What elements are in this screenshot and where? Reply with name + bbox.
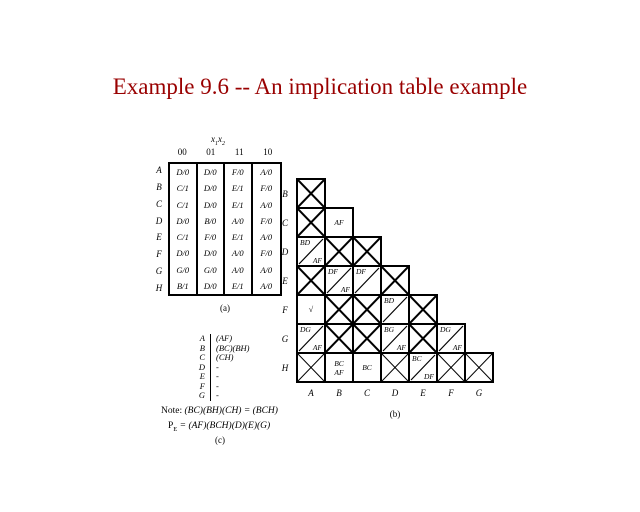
state-table-cell-C-01: D/0 (198, 197, 226, 213)
pair-list-pairs-D: - (210, 363, 290, 373)
implied-pair-label: AF (312, 255, 322, 265)
cross-icon (354, 325, 380, 352)
state-table-row-labels (152, 162, 166, 296)
state-table-col-header: 11 (234, 147, 244, 157)
state-table-cell-A-00: D/0 (170, 164, 198, 180)
implication-cell-GF (436, 323, 466, 354)
implication-cell-GA (296, 323, 326, 354)
state-table-cell-C-00: C/1 (170, 197, 198, 213)
implied-pair-label: AF (452, 342, 462, 352)
state-table-cell-D-10: F/0 (260, 215, 273, 226)
note-line (161, 406, 278, 416)
state-table-grid (168, 162, 282, 296)
state-table-row-label: H (155, 282, 163, 293)
implication-chart-caption: (b) (389, 409, 401, 419)
implication-cell-CA (296, 207, 326, 238)
implication-cell-FB (324, 294, 354, 325)
cross-icon (438, 354, 464, 381)
state-table-col-header: 00 (177, 147, 187, 157)
implication-cell-ED (380, 265, 410, 296)
note-body: (BC)(BH)(CH) = (BCH) (184, 406, 278, 416)
pair-list-state-D: D (198, 361, 205, 372)
implication-cell-FC (352, 294, 382, 325)
implication-chart (281, 178, 494, 398)
pair-list-state-C: C (199, 352, 205, 362)
cross-icon (410, 325, 436, 352)
implication-row-label-D: D (281, 246, 289, 257)
implication-cell-EB (324, 265, 354, 296)
implication-cell-DB (324, 236, 354, 267)
state-table-cell-G-00: G/0 (170, 262, 198, 278)
pair-list-pairs-C: (CH) (210, 353, 290, 363)
input-variables-label: $x_1x_2$ (211, 134, 225, 147)
pair-list (188, 334, 290, 401)
state-table-row-label: G (155, 265, 163, 276)
state-table-row-label: E (156, 232, 162, 243)
implied-pair-group (354, 354, 380, 381)
cross-icon (326, 238, 352, 265)
state-table-cell-G-10: A/0 (260, 264, 273, 275)
implied-pair-label: AF (312, 342, 322, 352)
pair-list-pairs-B: (BC)(BH) (210, 344, 290, 354)
implication-cell-GC (352, 323, 382, 354)
pair-list-pairs-F: - (210, 382, 290, 392)
state-table-cell-B-00: C/1 (170, 180, 198, 196)
implied-pair-label: BC (362, 363, 372, 372)
state-table-row-label: B (156, 182, 162, 193)
implication-cell-GE (408, 323, 438, 354)
implication-col-label-G: G (475, 388, 483, 398)
cross-icon (298, 354, 324, 381)
implication-cell-FD (380, 294, 410, 325)
implication-cell-BA (296, 178, 326, 209)
cross-icon (410, 296, 436, 323)
implication-cell-GD (380, 323, 410, 354)
implication-row-label-B: B (282, 188, 288, 199)
implied-pair-label: AF (340, 284, 350, 294)
state-table-cell-E-11: E/1 (225, 229, 253, 245)
implication-col-label-B: B (336, 388, 342, 398)
implied-pair-label: BG (384, 325, 394, 334)
implied-pair-label: BC (334, 358, 344, 368)
implied-pair-label: DG (300, 325, 311, 334)
cross-icon (466, 354, 492, 381)
implied-pair-label: DF (424, 371, 434, 381)
implication-col-label-F: F (448, 388, 454, 398)
state-table-col-header: 01 (206, 147, 216, 157)
implication-col-label-D: D (391, 388, 399, 398)
pair-list-pairs-E: - (210, 372, 290, 382)
state-table-cell-A-10: A/0 (260, 167, 273, 178)
cross-icon (354, 296, 380, 323)
state-table-cell-H-11: E/1 (225, 278, 253, 294)
state-table-cell-F-11: A/0 (225, 245, 253, 261)
implication-cell-FA (296, 294, 326, 325)
state-table-cell-F-01: D/0 (198, 245, 226, 261)
implied-pair-group (326, 209, 352, 236)
implied-pair-label: AF (396, 342, 406, 352)
slide-title: Example 9.6 -- An implication table example (112, 74, 528, 99)
state-table-cell-A-01: D/0 (198, 164, 226, 180)
state-table-row-label: C (155, 198, 162, 209)
partition-symbol: P (168, 421, 174, 431)
state-table-caption: (a) (220, 303, 230, 313)
pair-list-state-B: B (199, 342, 205, 353)
state-table-cell-F-00: D/0 (170, 245, 198, 261)
partition-body: = (AF)(BCH)(D)(E)(G) (177, 421, 271, 431)
state-table-row-label: F (156, 249, 162, 260)
cross-icon (298, 267, 324, 294)
state-table-cell-G-11: A/0 (225, 262, 253, 278)
state-table-cell-E-10: A/0 (260, 232, 273, 243)
state-table-cell-C-11: E/1 (225, 197, 253, 213)
pair-list-state-F: F (199, 380, 205, 391)
state-table-cell-H-01: D/0 (198, 278, 226, 294)
state-table-cell-E-00: C/1 (170, 229, 198, 245)
implied-pair-label: DF (328, 267, 338, 276)
state-table-cell-H-10: A/0 (260, 280, 273, 291)
implication-cell-DC (352, 236, 382, 267)
cross-icon (298, 209, 324, 236)
state-table-cell-B-01: D/0 (198, 180, 226, 196)
state-table-cell-G-01: G/0 (198, 262, 226, 278)
implication-row-label-E: E (282, 275, 288, 286)
state-table-cell-C-10: A/0 (260, 199, 273, 210)
partition-subscript: E (173, 425, 178, 433)
state-table-cell-D-00: D/0 (170, 213, 198, 229)
implication-cell-HG (464, 352, 494, 383)
implication-cell-HB (324, 352, 354, 383)
cross-icon (298, 180, 324, 207)
implied-pair-label: AF (334, 367, 344, 377)
implication-cell-HA (296, 352, 326, 383)
state-table-cell-E-01: F/0 (198, 229, 226, 245)
implication-cell-FE (408, 294, 438, 325)
implication-row-label-H: H (281, 362, 289, 373)
cross-icon (382, 354, 408, 381)
implication-row-label-C: C (281, 217, 288, 228)
pair-list-state-G: G (198, 390, 205, 400)
pair-list-state-E: E (199, 371, 205, 381)
state-table-cell-A-11: F/0 (225, 164, 253, 180)
pair-list-pairs-G: - (210, 391, 290, 401)
implied-pair-label: DF (356, 267, 366, 276)
implication-cell-EA (296, 265, 326, 296)
state-table-cell-F-10: F/0 (260, 248, 273, 259)
implied-pair-label: BD (300, 238, 310, 247)
check-icon: √ (308, 305, 314, 314)
cross-icon (382, 267, 408, 294)
implied-pair-label: AF (334, 218, 344, 227)
state-table-col-header: 10 (263, 147, 273, 157)
implication-cell-DA (296, 236, 326, 267)
implication-cell-HD (380, 352, 410, 383)
implication-cell-GB (324, 323, 354, 354)
implication-col-label-E: E (420, 388, 426, 398)
implication-cell-EC (352, 265, 382, 296)
state-table-row-label: D (155, 215, 163, 226)
implication-col-label-C: C (363, 388, 370, 398)
partition-line (168, 421, 270, 433)
state-table-col-headers (168, 147, 282, 157)
cross-icon (326, 325, 352, 352)
implication-cell-HF (436, 352, 466, 383)
pair-list-state-A: A (199, 333, 205, 343)
implication-cell-HE (408, 352, 438, 383)
note-label: Note: (161, 406, 183, 416)
state-table-row-label: A (156, 165, 162, 176)
state-table-cell-D-11: A/0 (225, 213, 253, 229)
implied-pair-label: BC (412, 354, 422, 363)
state-table-cell-B-10: F/0 (260, 183, 273, 194)
pair-list-pairs-A: (AF) (210, 334, 290, 344)
cross-icon (326, 296, 352, 323)
implied-pair-label: BD (384, 296, 394, 305)
implication-col-label-A: A (308, 388, 314, 398)
implication-row-label-F: F (282, 304, 288, 315)
implication-cell-CB (324, 207, 354, 238)
pair-list-caption: (c) (215, 435, 225, 445)
implication-row-label-G: G (281, 333, 289, 344)
state-table-cell-D-01: B/0 (198, 213, 226, 229)
implication-cell-HC (352, 352, 382, 383)
state-table-cell-B-11: E/1 (225, 180, 253, 196)
implied-pair-label: DG (440, 325, 451, 334)
state-table-cell-H-00: B/1 (170, 278, 198, 294)
implied-pair-group (326, 354, 352, 381)
cross-icon (354, 238, 380, 265)
